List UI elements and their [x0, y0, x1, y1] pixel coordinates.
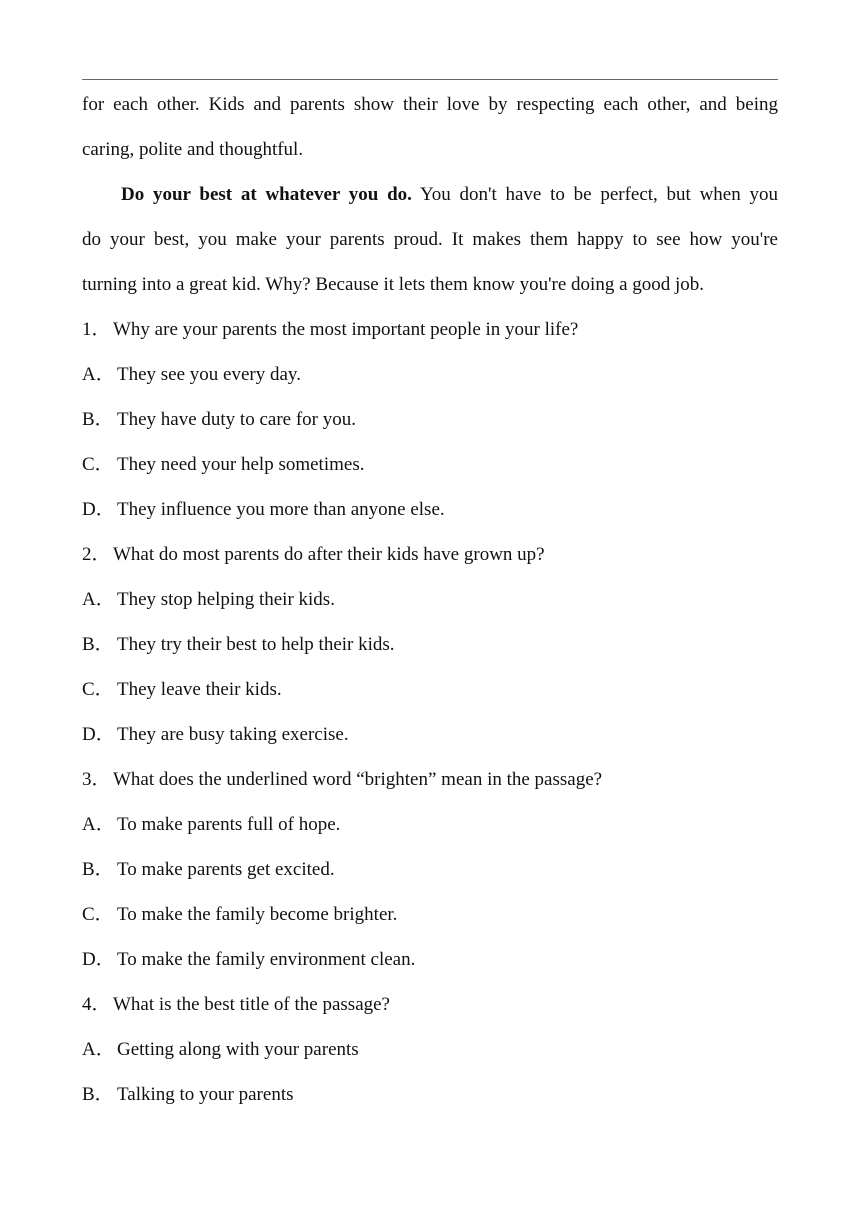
option-text: They try their best to help their kids. [117, 634, 395, 655]
option-letter: D． [82, 499, 115, 520]
question-4 [82, 982, 778, 1027]
option-text: Talking to your parents [117, 1084, 294, 1105]
passage-line: caring, polite and thoughtful. [82, 139, 304, 160]
option-text: To make the family become brighter. [117, 904, 398, 925]
option-2c [82, 667, 778, 712]
option-3d [82, 937, 778, 982]
option-3b [82, 847, 778, 892]
document-body [82, 82, 778, 1117]
passage-paragraph-lead [82, 172, 778, 217]
option-letter: B． [82, 409, 114, 430]
option-4a [82, 1027, 778, 1072]
option-letter: A． [82, 814, 115, 835]
option-3c [82, 892, 778, 937]
passage-text: You don't have to be perfect, but when you [411, 184, 778, 205]
option-text: They need your help sometimes. [117, 454, 365, 475]
question-text: Why are your parents the most important people in your life? [113, 319, 579, 340]
option-text: They leave their kids. [117, 679, 282, 700]
passage-line: do your best, you make your parents proud. It makes them happy to see how you're [82, 229, 778, 250]
option-text: They stop helping their kids. [117, 589, 335, 610]
option-4b [82, 1072, 778, 1117]
question-3 [82, 757, 778, 802]
question-2 [82, 532, 778, 577]
option-letter: D． [82, 949, 115, 970]
question-number: 3． [82, 769, 111, 790]
option-1c [82, 442, 778, 487]
option-text: To make parents get excited. [117, 859, 335, 880]
option-2d [82, 712, 778, 757]
option-3a [82, 802, 778, 847]
bold-lead-sentence: Do your best at whatever you do. [121, 184, 412, 205]
option-2b [82, 622, 778, 667]
option-text: They see you every day. [117, 364, 301, 385]
option-1a [82, 352, 778, 397]
option-text: They are busy taking exercise. [117, 724, 349, 745]
option-1b [82, 397, 778, 442]
question-number: 4． [82, 994, 111, 1015]
header-rule [82, 79, 778, 80]
question-text: What does the underlined word “brighten” mean in the passage? [113, 769, 603, 790]
option-text: To make the family environment clean. [117, 949, 416, 970]
option-letter: B． [82, 1084, 114, 1105]
question-number: 2． [82, 544, 111, 565]
option-text: To make parents full of hope. [117, 814, 341, 835]
option-letter: D． [82, 724, 115, 745]
passage-line: for each other. Kids and parents show their love by respecting each other, and being [82, 94, 778, 115]
question-number: 1． [82, 319, 111, 340]
passage-line: turning into a great kid. Why? Because it lets them know you're doing a good job. [82, 274, 705, 295]
option-text: They influence you more than anyone else. [117, 499, 445, 520]
option-letter: A． [82, 364, 115, 385]
option-letter: B． [82, 859, 114, 880]
option-letter: C． [82, 679, 114, 700]
option-letter: A． [82, 1039, 115, 1060]
option-letter: C． [82, 904, 114, 925]
question-text: What is the best title of the passage? [113, 994, 390, 1015]
option-letter: A． [82, 589, 115, 610]
option-text: They have duty to care for you. [117, 409, 356, 430]
option-1d [82, 487, 778, 532]
question-1 [82, 307, 778, 352]
option-letter: B． [82, 634, 114, 655]
option-text: Getting along with your parents [117, 1039, 359, 1060]
option-letter: C． [82, 454, 114, 475]
option-2a [82, 577, 778, 622]
question-text: What do most parents do after their kids have grown up? [113, 544, 545, 565]
